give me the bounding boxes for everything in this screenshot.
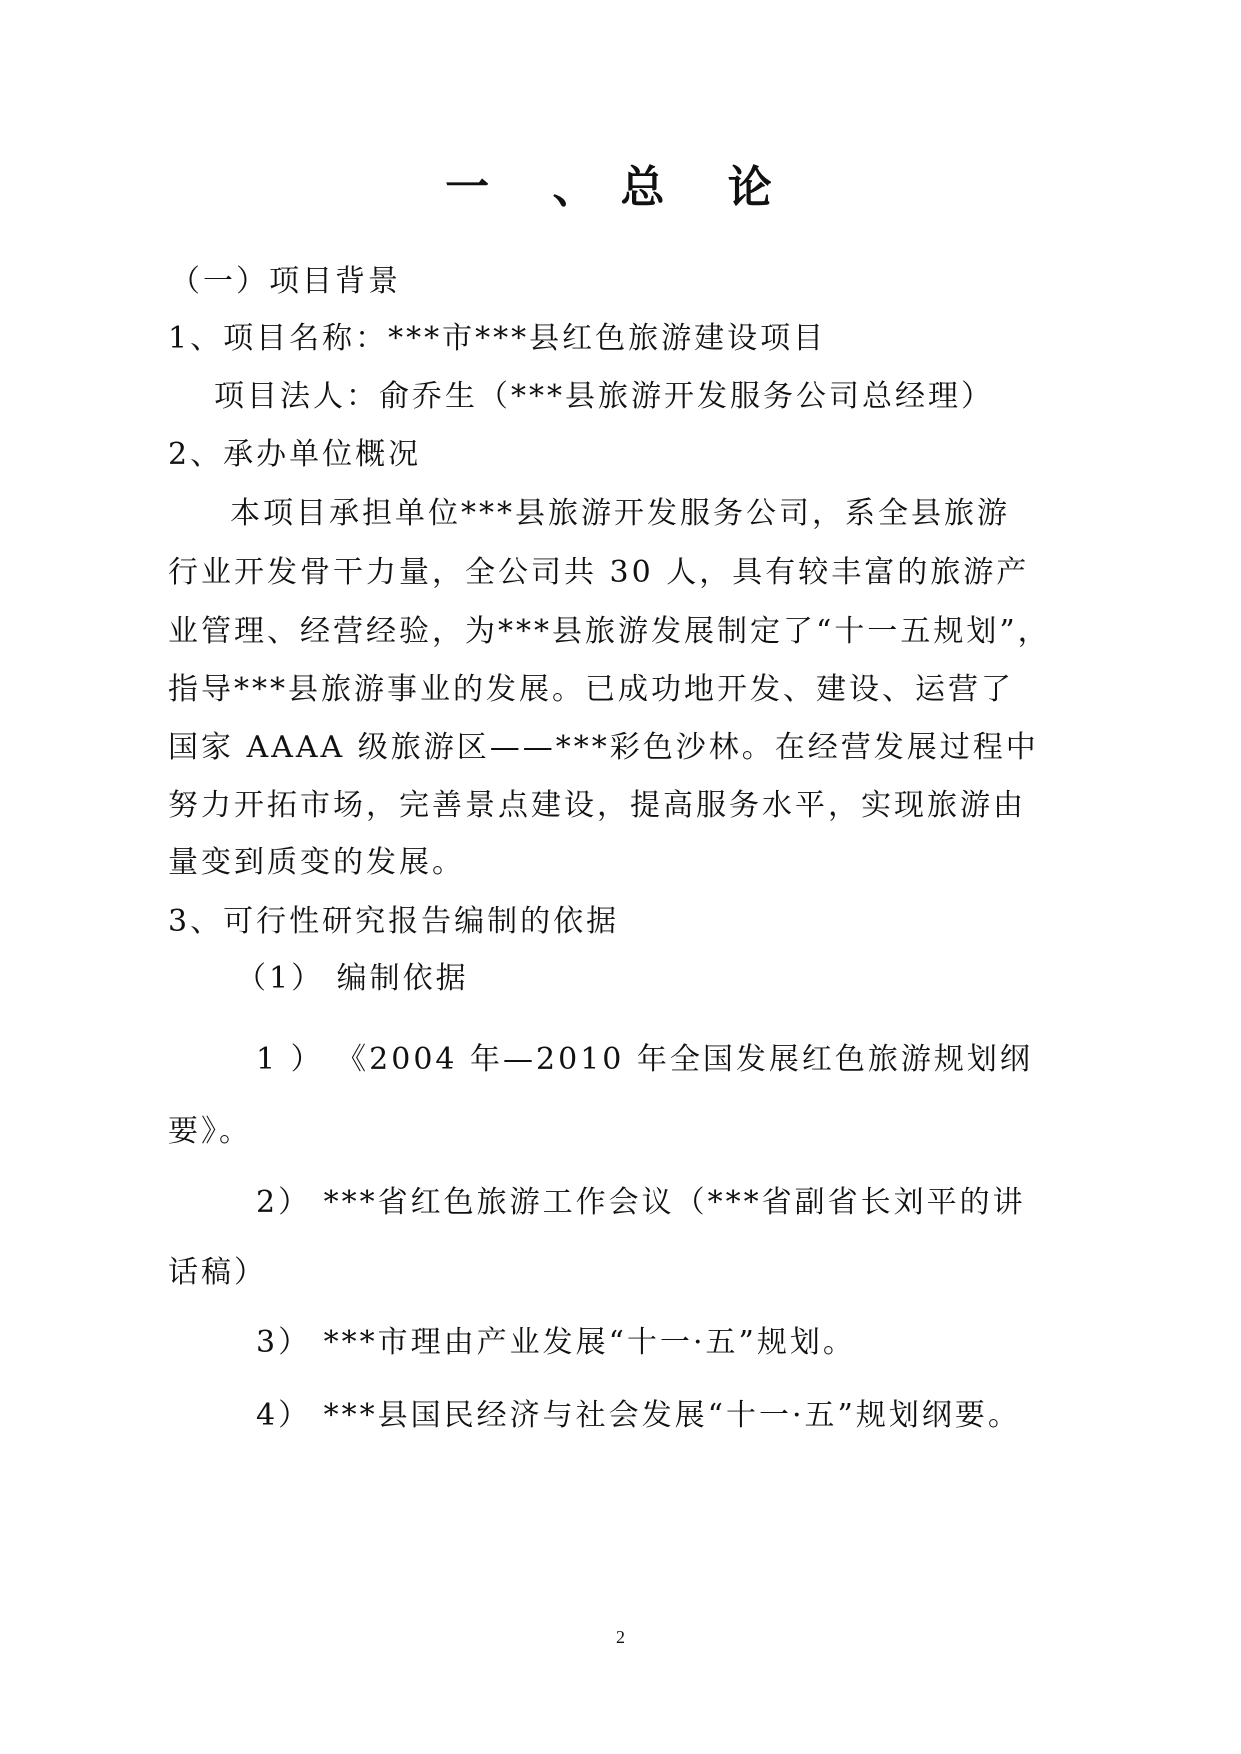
basis-item-3: 3） ***市理由产业发展“十一·五”规划。 (256, 1325, 856, 1360)
basis-item-2-continued: 话稿） (168, 1255, 267, 1290)
basis-item-4: 4） ***县国民经济与社会发展“十一·五”规划纲要。 (256, 1398, 1021, 1433)
paragraph-line: 业管理、经营经验，为***县旅游发展制定了“十一五规划”， (168, 614, 1051, 649)
item-project-name: 1、项目名称：***市***县红色旅游建设项目 (168, 321, 827, 356)
item-organizer-overview: 2、承办单位概况 (168, 437, 422, 472)
paragraph-line: 本项目承担单位***县旅游开发服务公司，系全县旅游 (230, 496, 1010, 531)
paragraph-line: 国家 AAAA 级旅游区——***彩色沙林。在经营发展过程中 (168, 730, 1039, 765)
subsection-compilation-basis: （1） 编制依据 (236, 961, 469, 996)
page-title: 一 、总 论 (445, 162, 796, 213)
item-project-legal-person: 项目法人：俞乔生（***县旅游开发服务公司总经理） (214, 379, 994, 414)
paragraph-line: 量变到质变的发展。 (168, 845, 465, 880)
paragraph-line: 努力开拓市场，完善景点建设，提高服务水平，实现旅游由 (168, 788, 1026, 823)
basis-item-2: 2） ***省红色旅游工作会议（***省副省长刘平的讲 (256, 1185, 1026, 1220)
section-heading-project-background: （一）项目背景 (170, 264, 401, 299)
paragraph-line: 指导***县旅游事业的发展。已成功地开发、建设、运营了 (168, 672, 1014, 707)
paragraph-line: 行业开发骨干力量，全公司共 30 人，具有较丰富的旅游产 (168, 555, 1030, 590)
basis-item-1-continued: 要》。 (168, 1114, 252, 1149)
item-feasibility-basis: 3、可行性研究报告编制的依据 (168, 904, 620, 939)
basis-item-1: 1 ） 《2004 年—2010 年全国发展红色旅游规划纲 (256, 1042, 1033, 1077)
page-number: 2 (616, 1627, 625, 1647)
